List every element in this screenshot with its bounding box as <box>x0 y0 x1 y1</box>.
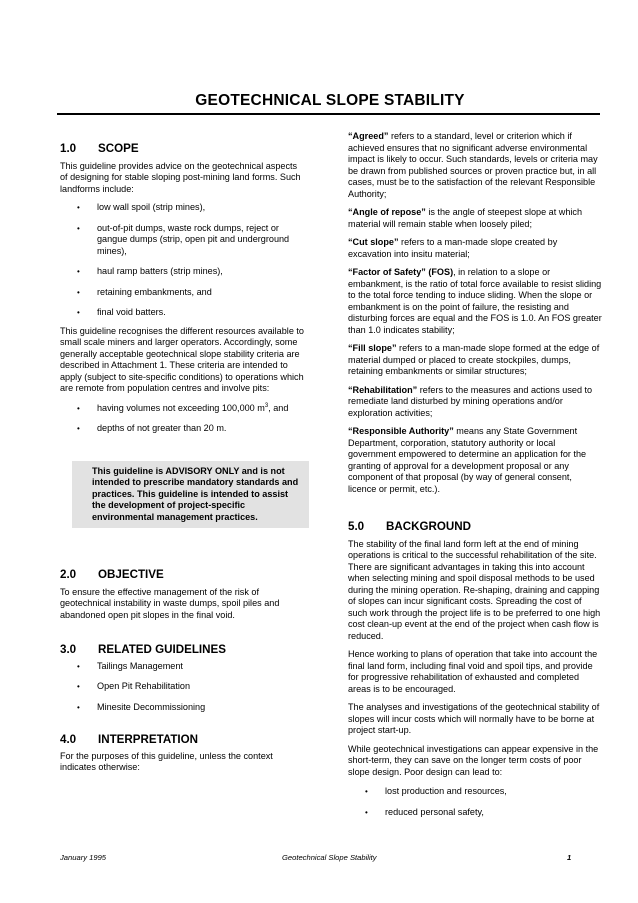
background-paragraph: The analyses and investigations of the geotechnical stability of slopes will incur costs which will normally have to be borne at project start-up. <box>348 702 600 735</box>
section-title: RELATED GUIDELINES <box>98 643 226 656</box>
bullet-icon: • <box>77 267 80 276</box>
bullet-icon: • <box>77 203 80 212</box>
list-item: • depths of not greater than 20 m. <box>60 423 305 435</box>
list-item: • haul ramp batters (strip mines), <box>60 266 305 278</box>
related-guidelines-list <box>60 661 305 714</box>
bullet-icon: • <box>365 787 368 796</box>
bullet-icon: • <box>77 403 80 413</box>
section-title: SCOPE <box>98 142 139 155</box>
section-number: 5.0 <box>348 520 365 533</box>
title-rule <box>57 113 600 115</box>
bullet-icon: • <box>77 287 80 297</box>
objective-text: To ensure the effective management of the risk of geotechnical instability in waste dumps, spoil piles and abandoned open pit slopes in the final void. <box>60 586 280 620</box>
left-column <box>60 128 305 774</box>
definition-responsible-authority: “Responsible Authority” means any State Government Department, corporation, statutory authority or local government empowered to determine an application for the granting of approval for a development proposal or any component of that proposal (by way of general consent, licence or permit, etc.). <box>348 426 587 494</box>
section-number: 3.0 <box>60 643 77 656</box>
consequences-list <box>348 786 602 818</box>
section-number: 2.0 <box>60 568 77 581</box>
list-item: • reduced personal safety, <box>348 807 602 819</box>
list-item: • having volumes not exceeding 100,000 $m^3$, and <box>60 403 305 415</box>
section-number: 4.0 <box>60 733 77 746</box>
list-item: • Minesite Decommissioning <box>60 702 305 714</box>
section-heading-objective <box>60 569 305 581</box>
page-title: GEOTECHNICAL SLOPE STABILITY <box>195 92 465 109</box>
footer-document-title: Geotechnical Slope Stability <box>282 853 377 862</box>
background-paragraph: Hence working to plans of operation that take into account the final land form, including final void and spoil tips, and provide for progressive rehabilitation of exhausted and completed areas is to be encouraged. <box>348 649 598 694</box>
definition-cut-slope: “Cut slope” refers to a man-made slope created by excavation into insitu material; <box>348 237 558 259</box>
section-title: OBJECTIVE <box>98 568 164 581</box>
bullet-icon: • <box>77 308 80 317</box>
section-title: INTERPRETATION <box>98 733 199 746</box>
section-heading-background <box>348 521 602 533</box>
right-column <box>348 131 602 818</box>
list-item: • low wall spoil (strip mines), <box>60 202 305 214</box>
section-heading-interpretation <box>60 734 305 746</box>
advisory-box: This guideline is ADVISORY ONLY and is not intended to prescribe mandatory standards and practices. This guideline is intended to assist the development of project-specific environmental management practices. <box>72 461 309 529</box>
footer-date: January 1995 <box>60 853 107 862</box>
pit-criteria-list <box>60 403 305 435</box>
section-number: 1.0 <box>60 142 77 155</box>
definition-agreed: “Agreed” refers to a standard, level or criterion which if achieved ensures that no significant adverse environmental impact is likely to occur. Such standards, levels or criteria may be drawn from published sources or proven practice but, in all cases, must be to the satisfaction of the relevant Responsible Authority; <box>348 131 598 199</box>
bullet-icon: • <box>77 424 80 433</box>
background-paragraph: The stability of the final land form left at the end of mining operations is critical to the successful rehabilitation of the site. There are significant advantages in taking this into account when selecting mining and spoil disposal methods to be used during the mining operation. Re-shaping, draining and capping of slopes can incur significant costs. Spreading the cost of such work through the project life is to be preferred to one high cost clean-up event at the end of the project when cash flow is reduced. <box>348 538 601 641</box>
background-paragraph: While geotechnical investigations can appear expensive in the short-term, they can save on the longer term costs of poor slope design. Poor design can lead to: <box>348 743 599 777</box>
list-item: • final void batters. <box>60 307 305 319</box>
bullet-icon: • <box>77 702 80 712</box>
section-heading-related <box>60 644 305 656</box>
list-item: • out-of-pit dumps, waste rock dumps, reject or gangue dumps (strip, open pit and underground mines), <box>60 223 305 258</box>
list-item: • retaining embankments, and <box>60 287 305 299</box>
section-heading-scope <box>60 143 305 155</box>
page-number: 1 <box>567 853 572 862</box>
definition-rehabilitation: “Rehabilitation” refers to the measures and actions used to remediate land disturbed by mining operations and/or exploration activities; <box>348 384 593 418</box>
bullet-icon: • <box>77 682 80 691</box>
bullet-icon: • <box>365 807 368 817</box>
bullet-icon: • <box>77 661 80 671</box>
definition-angle-of-repose: “Angle of repose” is the angle of steepest slope at which material will remain stable when loosely piled; <box>348 207 583 229</box>
definition-factor-of-safety: “Factor of Safety” (FOS), in relation to a slope or embankment, is the ratio of total force available to resist sliding to the total force tending to induce sliding. When the slope or embankment is on the point of failure, the resisting and disturbing forces are equal and the FOS is 1.0. An FOS greater than 1.0 indicates stability; <box>348 267 602 335</box>
scope-intro: This guideline provides advice on the geotechnical aspects of designing for stable sloping post-mining land forms. Such landforms include: <box>60 160 301 194</box>
bullet-icon: • <box>77 223 80 233</box>
scope-paragraph: This guideline recognises the different resources available to small scale miners and larger operators. Accordingly, some generally acceptable geotechnical slope stability criteria are described in Attachment 1. These criteria are intended to apply (subject to site-specific conditions) to operations which are remote from population centres and involve pits: <box>60 325 304 393</box>
landform-list <box>60 202 305 319</box>
list-item: • Open Pit Rehabilitation <box>60 681 305 693</box>
section-title: BACKGROUND <box>386 520 472 533</box>
list-item: • Tailings Management <box>60 661 305 673</box>
list-item: • lost production and resources, <box>348 786 602 798</box>
interpretation-text: For the purposes of this guideline, unless the context indicates otherwise: <box>60 750 273 772</box>
definition-fill-slope: “Fill slope” refers to a man-made slope formed at the edge of material dumped or placed to create stockpiles, dumps, retaining embankments or similar structures; <box>348 343 600 376</box>
